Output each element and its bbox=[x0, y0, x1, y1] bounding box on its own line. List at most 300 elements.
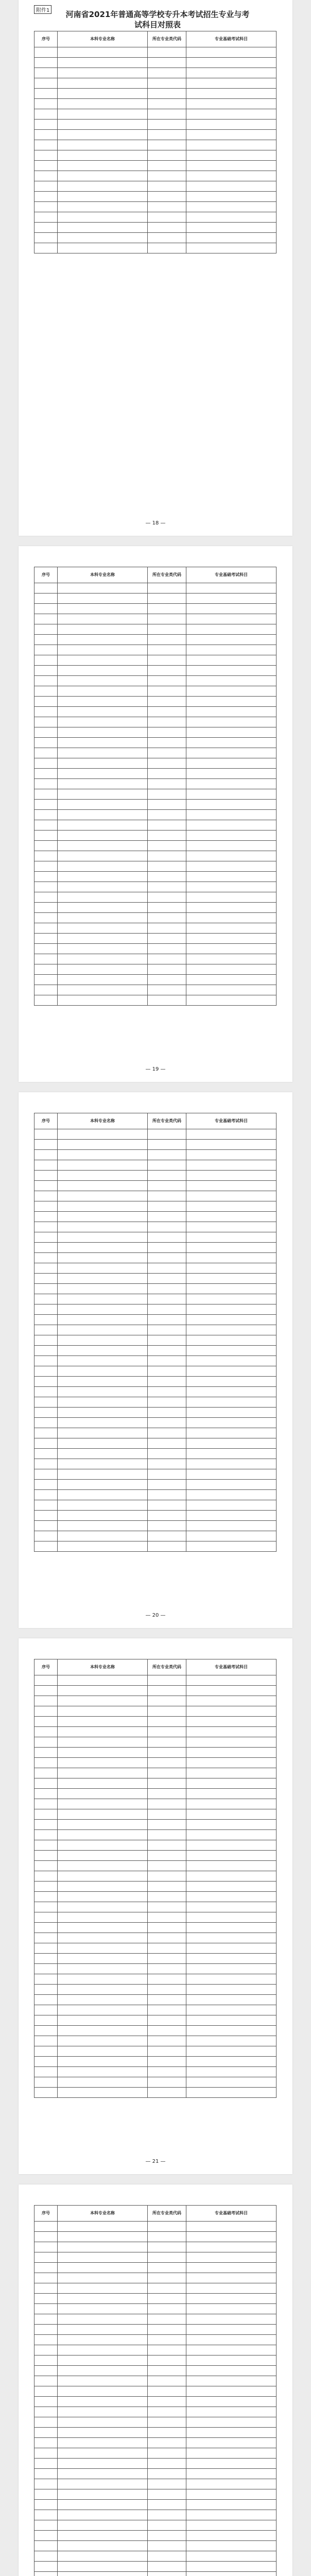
row-index-cell bbox=[34, 1387, 58, 1397]
row-index-cell bbox=[34, 192, 58, 202]
row-major-code-cell bbox=[148, 676, 186, 686]
row-index-cell bbox=[34, 923, 58, 934]
row-major-name-cell bbox=[58, 140, 148, 150]
row-exam-subject-cell bbox=[186, 78, 277, 89]
table-row bbox=[34, 1304, 277, 1315]
table-row bbox=[34, 2046, 277, 2057]
row-exam-subject-cell bbox=[186, 2366, 277, 2376]
table-row bbox=[34, 1335, 277, 1346]
table-row bbox=[34, 1531, 277, 1541]
table-row bbox=[34, 1459, 277, 1469]
row-index-cell bbox=[34, 975, 58, 985]
row-major-name-cell bbox=[58, 47, 148, 58]
table-row bbox=[34, 2448, 277, 2459]
row-major-code-cell bbox=[148, 2345, 186, 2355]
row-major-code-cell bbox=[148, 109, 186, 120]
row-major-code-cell bbox=[148, 1449, 186, 1459]
row-index-cell bbox=[34, 171, 58, 181]
table-row bbox=[34, 2335, 277, 2345]
table-row bbox=[34, 1294, 277, 1304]
row-exam-subject-cell bbox=[186, 1335, 277, 1346]
table-row bbox=[34, 2314, 277, 2325]
row-major-name-cell bbox=[58, 2263, 148, 2273]
row-major-code-cell bbox=[148, 1675, 186, 1686]
row-exam-subject-cell bbox=[186, 2314, 277, 2325]
document-page bbox=[19, 1092, 292, 1628]
row-major-code-cell bbox=[148, 2531, 186, 2541]
table-row bbox=[34, 2407, 277, 2417]
table-row bbox=[34, 707, 277, 717]
row-index-cell bbox=[34, 1140, 58, 1150]
table-row bbox=[34, 2428, 277, 2438]
row-major-code-cell bbox=[148, 1974, 186, 1985]
row-major-name-cell bbox=[58, 861, 148, 872]
row-major-name-cell bbox=[58, 2355, 148, 2366]
row-exam-subject-cell bbox=[186, 1500, 277, 1511]
row-index-cell bbox=[34, 2459, 58, 2469]
row-major-name-cell bbox=[58, 1201, 148, 1212]
row-exam-subject-cell bbox=[186, 2479, 277, 2489]
row-major-name-cell bbox=[58, 1346, 148, 1356]
row-major-name-cell bbox=[58, 2438, 148, 2448]
row-major-code-cell bbox=[148, 1274, 186, 1284]
row-major-code-cell bbox=[148, 1985, 186, 1995]
table-row bbox=[34, 243, 277, 253]
row-index-cell bbox=[34, 140, 58, 150]
row-exam-subject-cell bbox=[186, 1964, 277, 1974]
table-row bbox=[34, 1490, 277, 1500]
document-page bbox=[19, 2184, 292, 2576]
row-major-code-cell bbox=[148, 2397, 186, 2407]
row-major-code-cell bbox=[148, 820, 186, 831]
row-exam-subject-cell bbox=[186, 655, 277, 666]
row-index-cell bbox=[34, 1995, 58, 2005]
row-major-name-cell bbox=[58, 212, 148, 223]
row-index-cell bbox=[34, 1974, 58, 1985]
row-exam-subject-cell bbox=[186, 769, 277, 779]
table-row bbox=[34, 2242, 277, 2252]
row-major-name-cell bbox=[58, 1830, 148, 1840]
row-exam-subject-cell bbox=[186, 233, 277, 243]
row-major-name-cell bbox=[58, 851, 148, 861]
row-major-code-cell bbox=[148, 140, 186, 150]
row-major-code-cell bbox=[148, 1912, 186, 1923]
table-row bbox=[34, 2469, 277, 2479]
row-exam-subject-cell bbox=[186, 1325, 277, 1335]
row-major-code-cell bbox=[148, 1150, 186, 1160]
row-index-cell bbox=[34, 1335, 58, 1346]
row-index-cell bbox=[34, 2500, 58, 2510]
header-index: 序号 bbox=[34, 1659, 58, 1675]
row-index-cell bbox=[34, 748, 58, 758]
page-number: — 19 — bbox=[145, 1066, 166, 1072]
row-index-cell bbox=[34, 1449, 58, 1459]
table-row bbox=[34, 202, 277, 212]
table-row bbox=[34, 1954, 277, 1964]
table-row bbox=[34, 872, 277, 882]
row-index-cell bbox=[34, 1212, 58, 1222]
row-major-name-cell bbox=[58, 2294, 148, 2304]
row-major-name-cell bbox=[58, 2500, 148, 2510]
row-index-cell bbox=[34, 995, 58, 1006]
row-major-code-cell bbox=[148, 1954, 186, 1964]
row-major-code-cell bbox=[148, 1521, 186, 1531]
row-index-cell bbox=[34, 1263, 58, 1274]
row-major-name-cell bbox=[58, 594, 148, 604]
row-index-cell bbox=[34, 1304, 58, 1315]
table-row bbox=[34, 995, 277, 1006]
row-index-cell bbox=[34, 1315, 58, 1325]
row-major-name-cell bbox=[58, 1387, 148, 1397]
table-row bbox=[34, 2479, 277, 2489]
table-row bbox=[34, 1778, 277, 1789]
row-exam-subject-cell bbox=[186, 944, 277, 954]
row-exam-subject-cell bbox=[186, 1284, 277, 1294]
row-major-name-cell bbox=[58, 1789, 148, 1799]
row-major-name-cell bbox=[58, 1799, 148, 1809]
table-row bbox=[34, 944, 277, 954]
row-exam-subject-cell bbox=[186, 1315, 277, 1325]
table-row bbox=[34, 1377, 277, 1387]
row-index-cell bbox=[34, 1820, 58, 1830]
row-exam-subject-cell bbox=[186, 2005, 277, 2015]
row-major-name-cell bbox=[58, 1263, 148, 1274]
table-row bbox=[34, 1140, 277, 1150]
table-row bbox=[34, 2531, 277, 2541]
major-subject-table bbox=[34, 1659, 277, 2098]
table-row bbox=[34, 2376, 277, 2386]
row-major-name-cell bbox=[58, 1150, 148, 1160]
row-major-code-cell bbox=[148, 1253, 186, 1263]
row-major-code-cell bbox=[148, 2294, 186, 2304]
row-major-code-cell bbox=[148, 1995, 186, 2005]
row-major-code-cell bbox=[148, 934, 186, 944]
row-exam-subject-cell bbox=[186, 2325, 277, 2335]
row-index-cell bbox=[34, 2510, 58, 2520]
row-index-cell bbox=[34, 1232, 58, 1243]
row-index-cell bbox=[34, 779, 58, 789]
row-major-code-cell bbox=[148, 2376, 186, 2386]
row-major-name-cell bbox=[58, 2386, 148, 2397]
row-index-cell bbox=[34, 2067, 58, 2077]
row-exam-subject-cell bbox=[186, 1274, 277, 1284]
row-major-code-cell bbox=[148, 223, 186, 233]
row-major-name-cell bbox=[58, 2036, 148, 2046]
row-major-name-cell bbox=[58, 1408, 148, 1418]
row-exam-subject-cell bbox=[186, 1675, 277, 1686]
row-exam-subject-cell bbox=[186, 1974, 277, 1985]
row-major-name-cell bbox=[58, 1892, 148, 1902]
row-major-code-cell bbox=[148, 2088, 186, 2098]
table-row bbox=[34, 1768, 277, 1778]
row-major-code-cell bbox=[148, 1294, 186, 1304]
row-major-code-cell bbox=[148, 1840, 186, 1851]
table-row bbox=[34, 583, 277, 594]
row-major-code-cell bbox=[148, 1799, 186, 1809]
row-major-code-cell bbox=[148, 1232, 186, 1243]
row-major-name-cell bbox=[58, 1809, 148, 1820]
row-major-code-cell bbox=[148, 717, 186, 727]
row-index-cell bbox=[34, 1706, 58, 1717]
row-major-code-cell bbox=[148, 913, 186, 923]
header-exam-subject: 专业基础考试科目 bbox=[186, 1113, 277, 1129]
table-row bbox=[34, 1541, 277, 1552]
row-major-name-cell bbox=[58, 1758, 148, 1768]
row-major-name-cell bbox=[58, 1706, 148, 1717]
row-index-cell bbox=[34, 676, 58, 686]
row-major-code-cell bbox=[148, 923, 186, 934]
row-index-cell bbox=[34, 120, 58, 130]
row-index-cell bbox=[34, 2355, 58, 2366]
row-major-name-cell bbox=[58, 1438, 148, 1449]
row-exam-subject-cell bbox=[186, 1768, 277, 1778]
table-row bbox=[34, 2438, 277, 2448]
table-row bbox=[34, 1820, 277, 1830]
row-major-name-cell bbox=[58, 686, 148, 697]
table-row bbox=[34, 1830, 277, 1840]
row-index-cell bbox=[34, 2294, 58, 2304]
table-row bbox=[34, 1129, 277, 1140]
row-major-code-cell bbox=[148, 2417, 186, 2428]
table-row bbox=[34, 1201, 277, 1212]
row-major-name-cell bbox=[58, 655, 148, 666]
row-major-code-cell bbox=[148, 1356, 186, 1366]
row-major-name-cell bbox=[58, 1160, 148, 1171]
row-exam-subject-cell bbox=[186, 851, 277, 861]
row-major-name-cell bbox=[58, 1778, 148, 1789]
table-row bbox=[34, 2088, 277, 2098]
row-major-name-cell bbox=[58, 1933, 148, 1943]
row-major-name-cell bbox=[58, 1902, 148, 1912]
row-major-name-cell bbox=[58, 758, 148, 769]
row-exam-subject-cell bbox=[186, 2067, 277, 2077]
row-index-cell bbox=[34, 2469, 58, 2479]
row-major-code-cell bbox=[148, 212, 186, 223]
row-major-code-cell bbox=[148, 1727, 186, 1737]
table-row bbox=[34, 1408, 277, 1418]
table-row bbox=[34, 1902, 277, 1912]
row-exam-subject-cell bbox=[186, 1985, 277, 1995]
header-major-name: 本科专业名称 bbox=[58, 31, 148, 47]
row-major-code-cell bbox=[148, 1923, 186, 1933]
row-index-cell bbox=[34, 841, 58, 851]
row-major-code-cell bbox=[148, 1541, 186, 1552]
row-major-code-cell bbox=[148, 1387, 186, 1397]
table-row bbox=[34, 2541, 277, 2551]
row-major-name-cell bbox=[58, 985, 148, 995]
row-major-code-cell bbox=[148, 1212, 186, 1222]
row-major-name-cell bbox=[58, 1985, 148, 1995]
table-row bbox=[34, 975, 277, 985]
table-row bbox=[34, 1521, 277, 1531]
table-row bbox=[34, 2510, 277, 2520]
table-row bbox=[34, 2263, 277, 2273]
row-major-code-cell bbox=[148, 2046, 186, 2057]
row-exam-subject-cell bbox=[186, 1212, 277, 1222]
row-index-cell bbox=[34, 1480, 58, 1490]
row-index-cell bbox=[34, 861, 58, 872]
row-exam-subject-cell bbox=[186, 2531, 277, 2541]
row-major-code-cell bbox=[148, 2283, 186, 2294]
row-major-code-cell bbox=[148, 2314, 186, 2325]
row-major-name-cell bbox=[58, 1521, 148, 1531]
row-exam-subject-cell bbox=[186, 223, 277, 233]
row-exam-subject-cell bbox=[186, 594, 277, 604]
row-exam-subject-cell bbox=[186, 1706, 277, 1717]
row-index-cell bbox=[34, 2005, 58, 2015]
row-major-name-cell bbox=[58, 2304, 148, 2314]
row-major-code-cell bbox=[148, 903, 186, 913]
row-index-cell bbox=[34, 1964, 58, 1974]
row-exam-subject-cell bbox=[186, 1758, 277, 1768]
row-exam-subject-cell bbox=[186, 1418, 277, 1428]
row-major-code-cell bbox=[148, 779, 186, 789]
row-major-name-cell bbox=[58, 2252, 148, 2263]
row-major-code-cell bbox=[148, 635, 186, 645]
row-exam-subject-cell bbox=[186, 1304, 277, 1315]
row-major-name-cell bbox=[58, 913, 148, 923]
row-major-code-cell bbox=[148, 1809, 186, 1820]
row-major-code-cell bbox=[148, 614, 186, 624]
row-major-name-cell bbox=[58, 954, 148, 964]
table-header-row bbox=[34, 1113, 277, 1129]
row-exam-subject-cell bbox=[186, 2015, 277, 2026]
row-exam-subject-cell bbox=[186, 738, 277, 748]
row-major-name-cell bbox=[58, 58, 148, 68]
table-row bbox=[34, 1964, 277, 1974]
major-subject-table bbox=[34, 31, 277, 253]
row-major-name-cell bbox=[58, 2541, 148, 2551]
row-major-code-cell bbox=[148, 2551, 186, 2562]
row-index-cell bbox=[34, 1500, 58, 1511]
row-major-name-cell bbox=[58, 944, 148, 954]
table-row bbox=[34, 2036, 277, 2046]
row-major-code-cell bbox=[148, 68, 186, 78]
row-major-code-cell bbox=[148, 1717, 186, 1727]
table-row bbox=[34, 2005, 277, 2015]
row-major-name-cell bbox=[58, 1851, 148, 1861]
table-row bbox=[34, 1418, 277, 1428]
row-exam-subject-cell bbox=[186, 68, 277, 78]
row-index-cell bbox=[34, 243, 58, 253]
row-major-name-cell bbox=[58, 831, 148, 841]
row-major-code-cell bbox=[148, 2541, 186, 2551]
row-major-name-cell bbox=[58, 1140, 148, 1150]
row-major-code-cell bbox=[148, 1820, 186, 1830]
row-major-code-cell bbox=[148, 594, 186, 604]
table-row bbox=[34, 666, 277, 676]
table-row bbox=[34, 1325, 277, 1335]
row-major-code-cell bbox=[148, 2026, 186, 2036]
row-index-cell bbox=[34, 1789, 58, 1799]
row-exam-subject-cell bbox=[186, 171, 277, 181]
row-major-code-cell bbox=[148, 2386, 186, 2397]
row-major-name-cell bbox=[58, 975, 148, 985]
row-major-name-cell bbox=[58, 1129, 148, 1140]
row-exam-subject-cell bbox=[186, 1882, 277, 1892]
row-exam-subject-cell bbox=[186, 1541, 277, 1552]
row-major-code-cell bbox=[148, 2510, 186, 2520]
row-major-code-cell bbox=[148, 707, 186, 717]
table-row bbox=[34, 789, 277, 800]
page-number: — 21 — bbox=[145, 2159, 166, 2164]
table-header-row bbox=[34, 31, 277, 47]
header-major-name: 本科专业名称 bbox=[58, 1659, 148, 1675]
table-row bbox=[34, 1686, 277, 1696]
row-exam-subject-cell bbox=[186, 748, 277, 758]
table-row bbox=[34, 2304, 277, 2314]
table-row bbox=[34, 2026, 277, 2036]
row-major-code-cell bbox=[148, 985, 186, 995]
row-index-cell bbox=[34, 2283, 58, 2294]
header-major-code: 所在专业类代码 bbox=[148, 1659, 186, 1675]
row-index-cell bbox=[34, 1851, 58, 1861]
row-exam-subject-cell bbox=[186, 2500, 277, 2510]
row-exam-subject-cell bbox=[186, 2438, 277, 2448]
row-exam-subject-cell bbox=[186, 1253, 277, 1263]
row-exam-subject-cell bbox=[186, 2428, 277, 2438]
row-major-name-cell bbox=[58, 727, 148, 738]
row-exam-subject-cell bbox=[186, 2448, 277, 2459]
attachment-label: 附件1 bbox=[34, 5, 51, 14]
row-major-name-cell bbox=[58, 78, 148, 89]
table-row bbox=[34, 2520, 277, 2531]
row-major-code-cell bbox=[148, 686, 186, 697]
row-index-cell bbox=[34, 1768, 58, 1778]
row-major-code-cell bbox=[148, 995, 186, 1006]
row-index-cell bbox=[34, 1346, 58, 1356]
row-index-cell bbox=[34, 2438, 58, 2448]
row-major-name-cell bbox=[58, 1768, 148, 1778]
row-exam-subject-cell bbox=[186, 1408, 277, 1418]
row-major-name-cell bbox=[58, 1882, 148, 1892]
row-major-code-cell bbox=[148, 1315, 186, 1325]
row-exam-subject-cell bbox=[186, 872, 277, 882]
row-exam-subject-cell bbox=[186, 2026, 277, 2036]
row-major-name-cell bbox=[58, 2232, 148, 2242]
row-major-code-cell bbox=[148, 1366, 186, 1377]
row-major-name-cell bbox=[58, 676, 148, 686]
row-major-code-cell bbox=[148, 2067, 186, 2077]
row-index-cell bbox=[34, 1696, 58, 1706]
table-row bbox=[34, 1428, 277, 1438]
row-major-name-cell bbox=[58, 779, 148, 789]
row-major-name-cell bbox=[58, 2448, 148, 2459]
row-exam-subject-cell bbox=[186, 1923, 277, 1933]
table-row bbox=[34, 903, 277, 913]
row-major-code-cell bbox=[148, 1438, 186, 1449]
row-exam-subject-cell bbox=[186, 934, 277, 944]
table-row bbox=[34, 882, 277, 892]
row-major-code-cell bbox=[148, 2479, 186, 2489]
row-index-cell bbox=[34, 1830, 58, 1840]
row-index-cell bbox=[34, 2232, 58, 2242]
row-exam-subject-cell bbox=[186, 810, 277, 820]
row-exam-subject-cell bbox=[186, 1201, 277, 1212]
row-index-cell bbox=[34, 727, 58, 738]
row-major-code-cell bbox=[148, 1201, 186, 1212]
row-exam-subject-cell bbox=[186, 717, 277, 727]
row-index-cell bbox=[34, 1882, 58, 1892]
row-index-cell bbox=[34, 2479, 58, 2489]
row-major-name-cell bbox=[58, 841, 148, 851]
row-major-code-cell bbox=[148, 2572, 186, 2576]
row-major-code-cell bbox=[148, 645, 186, 655]
row-exam-subject-cell bbox=[186, 1820, 277, 1830]
table-row bbox=[34, 985, 277, 995]
row-exam-subject-cell bbox=[186, 2335, 277, 2345]
row-index-cell bbox=[34, 1469, 58, 1480]
